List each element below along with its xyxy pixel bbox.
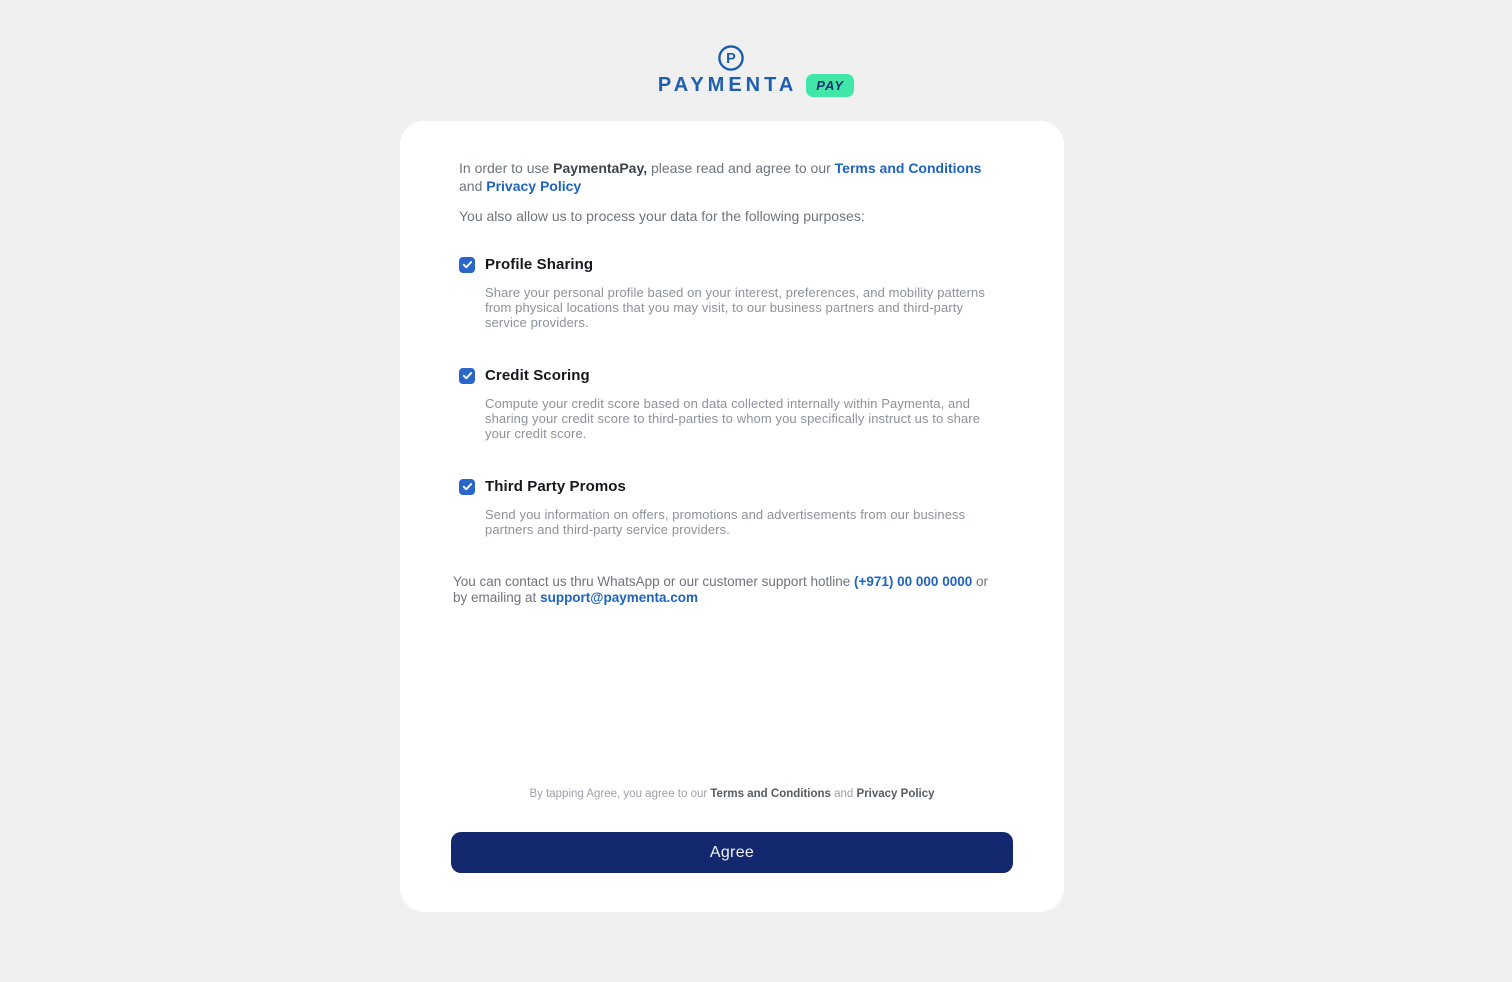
intro-part1: In order to use [459, 160, 550, 176]
paymenta-logo [0, 0, 1512, 97]
consent-item-profile-sharing [459, 256, 1013, 330]
consent-text [485, 478, 985, 537]
svg-text:P: P [726, 51, 736, 68]
privacy-policy-link[interactable]: Privacy Policy [486, 177, 582, 194]
brand-name-text: PaymentaPay, [553, 160, 648, 176]
pay-badge: PAY [806, 74, 854, 97]
support-email-link[interactable]: support@paymenta.com [540, 589, 699, 605]
agree-footnote [451, 787, 1013, 801]
contact-part1: You can contact us thru WhatsApp or our customer support hotline [453, 573, 851, 589]
footnote-privacy-link[interactable]: Privacy Policy [856, 787, 935, 800]
footnote-part2: and [834, 787, 854, 800]
intro-text [459, 160, 987, 195]
credit-scoring-checkbox[interactable] [459, 368, 475, 384]
consent-item-third-party-promos [459, 478, 1013, 537]
contact-text [453, 574, 993, 606]
consent-list [459, 256, 1013, 574]
consent-description: Share your personal profile based on your interest, preferences, and mobility patterns from physical locations that you may visit, to our business partners and third-party service providers. [485, 284, 985, 330]
contact-part2: or by emailing at [453, 573, 989, 605]
consent-description: Send you information on offers, promotions and advertisements from our business partners and third-party service providers. [485, 506, 966, 537]
checkmark-icon [462, 481, 473, 492]
brand-wordmark: PAYMENTA [657, 74, 798, 96]
consent-label: Credit Scoring [485, 366, 590, 384]
consent-item-credit-scoring [459, 367, 1013, 441]
purposes-heading: You also allow us to process your data for the following purposes: [459, 208, 865, 224]
consent-description: Compute your credit score based on data collected internally within Paymenta, and sharing your credit score to third-parties to whom you specifically instruct us to share your credit score. [485, 395, 981, 441]
third-party-promos-checkbox[interactable] [459, 479, 475, 495]
footnote-part1: By tapping Agree, you agree to our [529, 787, 708, 800]
profile-sharing-checkbox[interactable] [459, 257, 475, 273]
consent-text [485, 256, 985, 330]
intro-part3: and [459, 177, 483, 194]
brand-row [658, 74, 854, 97]
consent-label: Third Party Promos [485, 477, 626, 495]
support-hotline-link[interactable]: (+971) 00 000 0000 [854, 573, 973, 589]
consent-label: Profile Sharing [485, 255, 594, 273]
consent-text [485, 367, 985, 441]
paymenta-p-circle-icon [717, 44, 745, 72]
consent-card [400, 121, 1064, 912]
terms-and-conditions-link[interactable]: Terms and Conditions [834, 160, 982, 176]
intro-part2: please read and agree to our [650, 160, 831, 176]
checkmark-icon [462, 370, 473, 381]
footnote-terms-link[interactable]: Terms and Conditions [710, 787, 831, 800]
checkmark-icon [462, 259, 473, 270]
agree-button[interactable]: Agree [451, 832, 1013, 873]
